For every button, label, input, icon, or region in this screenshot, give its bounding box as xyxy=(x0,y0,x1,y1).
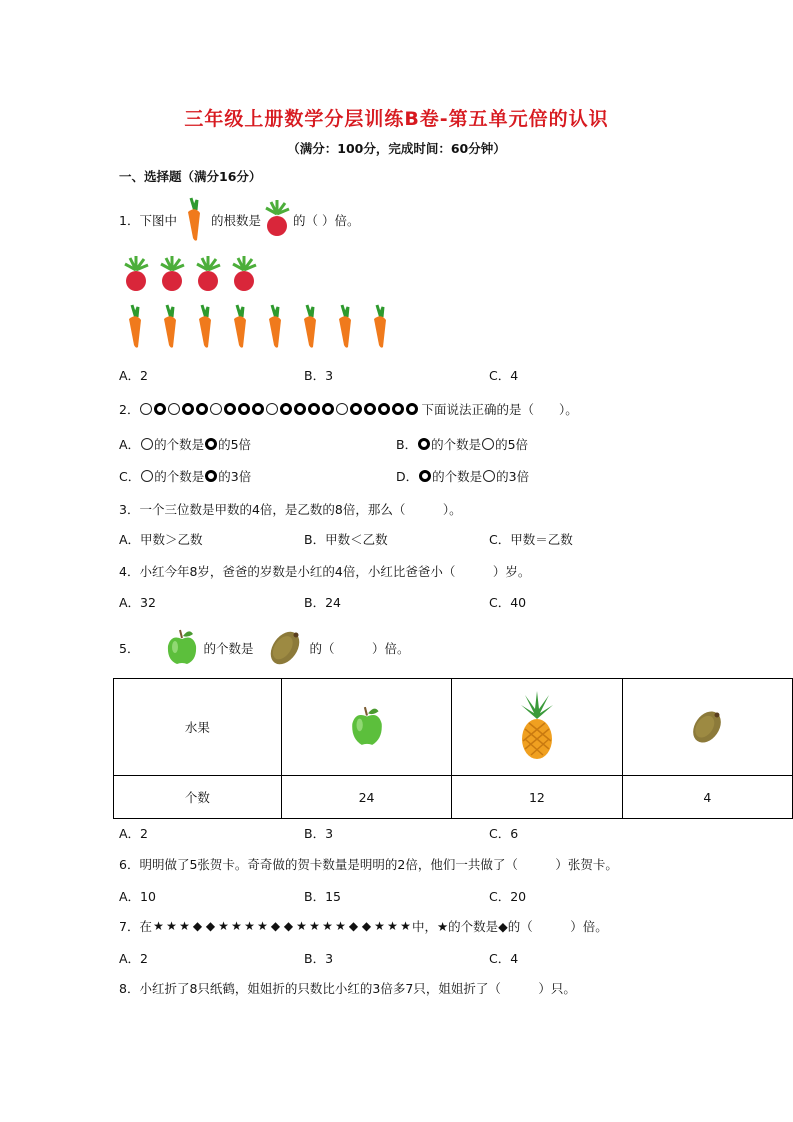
star-icon: ★ xyxy=(218,919,229,933)
table-cell-count: 24 xyxy=(281,776,451,819)
filled-circle-icon xyxy=(308,403,320,415)
option-letter: A． xyxy=(119,437,141,452)
question-number: 1． xyxy=(119,213,140,228)
diamond-icon: ◆ xyxy=(361,919,372,933)
option-text: 的5倍 xyxy=(218,437,252,452)
q2-option-d[interactable] xyxy=(396,467,529,485)
question-6: 6．明明做了5张贺卡。奇奇做的贺卡数量是明明的2倍，他们一共做了（ ）张贺卡。 xyxy=(119,857,618,872)
star-icon: ★ xyxy=(244,919,255,933)
filled-circle-icon xyxy=(224,403,236,415)
option-letter: C． xyxy=(119,469,141,484)
apple-icon xyxy=(347,705,387,747)
option-letter: B． xyxy=(396,437,418,452)
table-cell-kiwi xyxy=(622,679,792,776)
option-text: 的个数是 xyxy=(431,437,482,452)
table-row-label: 水果 xyxy=(114,679,282,776)
question-text: 下面说法正确的是（ ）。 xyxy=(421,402,578,417)
radish-icon xyxy=(193,256,223,292)
filled-circle-icon xyxy=(252,403,264,415)
option-text: 的3倍 xyxy=(496,469,530,484)
q4-option-a[interactable]: A．32 xyxy=(119,595,156,610)
q3-option-a[interactable]: A．甲数＞乙数 xyxy=(119,532,203,547)
question-2 xyxy=(119,400,578,418)
table-row xyxy=(114,776,793,819)
section-heading: 一、选择题（满分16分） xyxy=(119,169,262,184)
q2-option-a[interactable] xyxy=(119,435,251,453)
question-4: 4．小红今年8岁，爸爸的岁数是小红的4倍，小红比爸爸小（ ）岁。 xyxy=(119,564,531,579)
pineapple-icon xyxy=(517,691,557,761)
filled-circle-icon xyxy=(154,403,166,415)
carrot-icon xyxy=(124,302,146,350)
q1-option-b[interactable]: B．3 xyxy=(304,368,334,383)
q1-option-c[interactable]: C．4 xyxy=(489,368,519,383)
option-text: 的个数是 xyxy=(154,469,205,484)
q1-option-a[interactable]: A．2 xyxy=(119,368,149,383)
star-icon: ★ xyxy=(400,919,411,933)
q2-option-c[interactable] xyxy=(119,467,251,485)
filled-circle-icon xyxy=(406,403,418,415)
option-letter: D． xyxy=(396,469,419,484)
hollow-circle-icon xyxy=(336,403,348,415)
radish-row xyxy=(121,256,259,292)
question-number: 5． xyxy=(119,641,140,656)
star-icon: ★ xyxy=(309,919,320,933)
carrot-icon xyxy=(264,302,286,350)
fruit-count-table xyxy=(113,678,793,819)
apple-icon xyxy=(163,628,201,669)
star-icon: ★ xyxy=(231,919,242,933)
question-text: 的个数是 xyxy=(203,641,254,656)
question-text: 的（ ）倍。 xyxy=(292,213,360,228)
q3-option-c[interactable]: C．甲数＝乙数 xyxy=(489,532,573,547)
page-title: 三年级上册数学分层训练B卷-第五单元倍的认识 xyxy=(184,108,609,130)
star-icon: ★ xyxy=(374,919,385,933)
option-text: 的3倍 xyxy=(218,469,252,484)
star-icon: ★ xyxy=(322,919,333,933)
carrot-icon xyxy=(369,302,391,350)
filled-circle-icon xyxy=(364,403,376,415)
table-cell-pineapple xyxy=(452,679,622,776)
table-cell-apple xyxy=(281,679,451,776)
diamond-icon: ◆ xyxy=(283,919,294,933)
hollow-circle-icon xyxy=(141,438,153,450)
hollow-circle-icon xyxy=(266,403,278,415)
radish-icon xyxy=(263,200,291,241)
circle-sequence xyxy=(139,403,419,415)
table-row xyxy=(114,679,793,776)
star-icon: ★ xyxy=(335,919,346,933)
kiwi-icon xyxy=(265,627,305,670)
radish-icon xyxy=(229,256,259,292)
question-number: 2． xyxy=(119,402,140,417)
filled-circle-icon xyxy=(280,403,292,415)
diamond-icon: ◆ xyxy=(270,919,281,933)
kiwi-icon xyxy=(687,706,727,746)
star-icon: ★ xyxy=(387,919,398,933)
hollow-circle-icon xyxy=(483,470,495,482)
filled-circle-icon xyxy=(294,403,306,415)
carrot-icon xyxy=(194,302,216,350)
filled-circle-icon xyxy=(418,438,430,450)
filled-circle-icon xyxy=(419,470,431,482)
filled-circle-icon xyxy=(392,403,404,415)
question-text: 7．在 xyxy=(119,919,152,934)
option-text: 的个数是 xyxy=(432,469,483,484)
q7-option-a[interactable]: A．2 xyxy=(119,951,149,966)
filled-circle-icon xyxy=(238,403,250,415)
radish-icon xyxy=(121,256,151,292)
filled-circle-icon xyxy=(205,438,217,450)
diamond-icon: ◆ xyxy=(348,919,359,933)
star-icon: ★ xyxy=(153,919,164,933)
hollow-circle-icon xyxy=(210,403,222,415)
question-1 xyxy=(119,196,359,244)
filled-circle-icon xyxy=(350,403,362,415)
option-text: 的5倍 xyxy=(495,437,529,452)
q6-option-a[interactable]: A．10 xyxy=(119,889,156,904)
question-7 xyxy=(119,917,608,935)
question-text: 中，★的个数是◆的（ ）倍。 xyxy=(411,919,608,934)
diamond-icon: ◆ xyxy=(205,919,216,933)
q6-option-c[interactable]: C．20 xyxy=(489,889,527,904)
q5-option-b[interactable]: B．3 xyxy=(304,826,334,841)
question-text: 下图中 xyxy=(139,213,177,228)
filled-circle-icon xyxy=(205,470,217,482)
carrot-row xyxy=(124,302,391,350)
star-icon: ★ xyxy=(179,919,190,933)
q6-option-b[interactable]: B．15 xyxy=(304,889,341,904)
filled-circle-icon xyxy=(378,403,390,415)
filled-circle-icon xyxy=(196,403,208,415)
carrot-icon xyxy=(159,302,181,350)
q5-option-a[interactable]: A．2 xyxy=(119,826,149,841)
question-5 xyxy=(119,628,409,668)
star-icon: ★ xyxy=(296,919,307,933)
carrot-icon xyxy=(229,302,251,350)
hollow-circle-icon xyxy=(168,403,180,415)
star-diamond-sequence xyxy=(152,919,412,933)
question-8: 8．小红折了8只纸鹤，姐姐折的只数比小红的3倍多7只，姐姐折了（ ）只。 xyxy=(119,981,576,996)
question-3: 3．一个三位数是甲数的4倍，是乙数的8倍，那么（ ）。 xyxy=(119,502,462,517)
hollow-circle-icon xyxy=(482,438,494,450)
question-text: 的（ ）倍。 xyxy=(309,641,410,656)
q3-option-b[interactable]: B．甲数＜乙数 xyxy=(304,532,388,547)
q2-option-b[interactable] xyxy=(396,435,528,453)
diamond-icon: ◆ xyxy=(192,919,203,933)
star-icon: ★ xyxy=(166,919,177,933)
q7-option-c[interactable]: C．4 xyxy=(489,951,519,966)
option-text: 的个数是 xyxy=(154,437,205,452)
q4-option-c[interactable]: C．40 xyxy=(489,595,527,610)
table-row-label: 个数 xyxy=(114,776,282,819)
q7-option-b[interactable]: B．3 xyxy=(304,951,334,966)
radish-icon xyxy=(157,256,187,292)
table-cell-count: 4 xyxy=(622,776,792,819)
carrot-icon xyxy=(299,302,321,350)
hollow-circle-icon xyxy=(140,403,152,415)
question-text: 的根数是 xyxy=(210,213,261,228)
filled-circle-icon xyxy=(322,403,334,415)
hollow-circle-icon xyxy=(141,470,153,482)
table-cell-count: 12 xyxy=(452,776,622,819)
filled-circle-icon xyxy=(182,403,194,415)
q4-option-b[interactable]: B．24 xyxy=(304,595,341,610)
page-subtitle: （满分：100分，完成时间：60分钟） xyxy=(287,141,506,156)
q5-option-c[interactable]: C．6 xyxy=(489,826,519,841)
carrot-icon xyxy=(183,196,205,245)
star-icon: ★ xyxy=(257,919,268,933)
carrot-icon xyxy=(334,302,356,350)
